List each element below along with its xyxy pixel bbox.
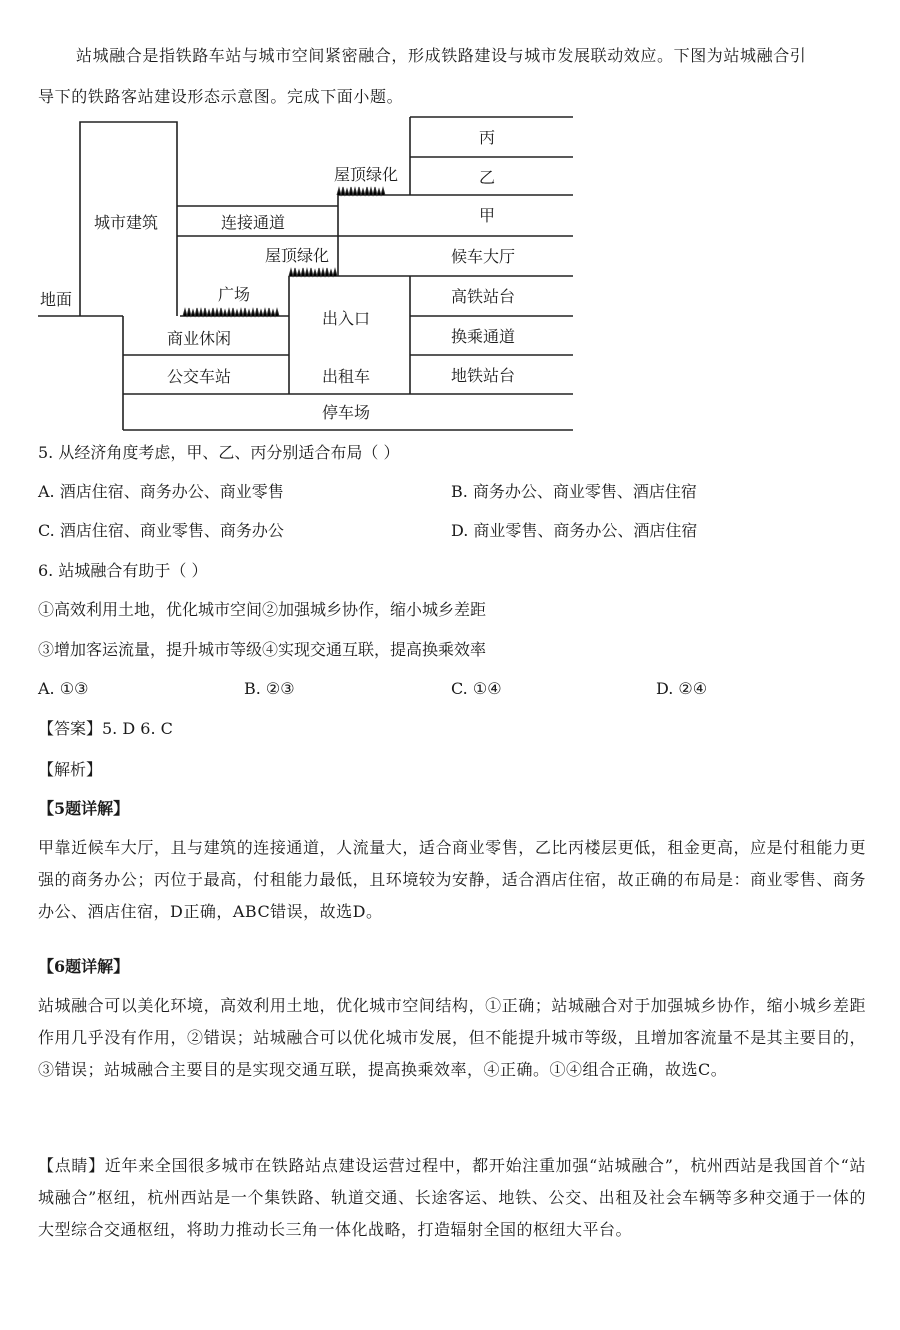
label-bus-station: 公交车站 [167, 367, 232, 386]
q6-option-b: B. ②③ [244, 679, 295, 698]
roof-grass-upper [337, 187, 385, 195]
q6-option-c: C. ①④ [451, 679, 502, 698]
q5-stem: 5. 从经济角度考虑，甲、乙、丙分别适合布局（ ） [38, 443, 400, 462]
q5-option-c: C. 酒店住宿、商业零售、商务办公 [38, 521, 284, 540]
label-plaza: 广场 [218, 285, 251, 304]
label-floor-yi: 乙 [479, 168, 496, 187]
detail6-title: 【6题详解】 [38, 957, 130, 976]
q6-statement-2: ③增加客运流量，提升城市等级④实现交通互联，提高换乘效率 [38, 640, 487, 659]
comment-text: 【点睛】近年来全国很多城市在铁路站点建设运营过程中，都开始注重加强“站城融合”，杭州西站是我国首个“站城融合”枢纽，杭州西站是一个集铁路、轨道交通、长途客运、地铁、公交、出租及社会车辆等多种交通于一体的大型综合交通枢纽，将助力推动长三角一体化战略，打造辐射全国的枢纽大平台。 [38, 1156, 866, 1239]
label-entrance: 出入口 [322, 309, 371, 328]
label-commercial-leisure: 商业休闲 [167, 329, 232, 348]
label-waiting-hall: 候车大厅 [451, 247, 516, 266]
label-roof-green-lower: 屋顶绿化 [265, 246, 330, 265]
detail5-text: 甲靠近候车大厅，且与建筑的连接通道，人流量大，适合商业零售，乙比丙楼层更低，租金更高，应是付租能力更强的商务办公；丙位于最高，付租能力最低，且环境较为安静，适合酒店住宿，故正确的布局是：商业零售、商务办公、酒店住宿，D正确，ABC错误，故选D。 [38, 838, 866, 921]
q6-option-a: A. ①③ [38, 679, 89, 698]
label-floor-bing: 丙 [479, 128, 496, 147]
plaza-grass [183, 308, 279, 316]
q6-statement-1: ①高效利用土地，优化城市空间②加强城乡协作，缩小城乡差距 [38, 600, 487, 619]
q5-option-b: B. 商务办公、商业零售、酒店住宿 [451, 482, 697, 501]
label-ground: 地面 [40, 290, 73, 309]
analysis-heading: 【解析】 [38, 760, 103, 779]
label-city-building: 城市建筑 [94, 213, 159, 232]
intro-line-2: 导下的铁路客站建设形态示意图。完成下面小题。 [38, 87, 404, 106]
label-connecting-passage: 连接通道 [221, 213, 286, 232]
roof-grass-lower [289, 268, 337, 276]
q5-option-a: A. 酒店住宿、商务办公、商业零售 [38, 482, 284, 501]
label-transfer-passage: 换乘通道 [451, 327, 516, 346]
label-metro-platform: 地铁站台 [451, 366, 516, 385]
station-city-diagram [0, 0, 900, 440]
label-floor-jia: 甲 [479, 206, 496, 225]
label-hsr-platform: 高铁站台 [451, 287, 516, 306]
detail5-title: 【5题详解】 [38, 799, 130, 818]
q6-option-d: D. ②④ [656, 679, 708, 698]
detail6-text: 站城融合可以美化环境，高效利用土地，优化城市空间结构，①正确；站城融合对于加强城乡协作，缩小城乡差距作用几乎没有作用，②错误；站城融合可以优化城市发展，但不能提升城市等级，且增加客流量不是其主要目的，③错误；站城融合主要目的是实现交通互联，提高换乘效率，④正确。①④组合正确，故选C。 [38, 996, 866, 1079]
label-roof-green-upper: 屋顶绿化 [334, 165, 399, 184]
q6-stem: 6. 站城融合有助于（ ） [38, 561, 208, 580]
q5-option-d: D. 商业零售、商务办公、酒店住宿 [451, 521, 698, 540]
label-parking: 停车场 [322, 403, 371, 422]
label-taxi: 出租车 [322, 367, 371, 386]
intro-line-1: 站城融合是指铁路车站与城市空间紧密融合，形成铁路建设与城市发展联动效应。下图为站城融合引 [76, 46, 807, 65]
answer-line: 【答案】5. D 6. C [38, 719, 173, 738]
